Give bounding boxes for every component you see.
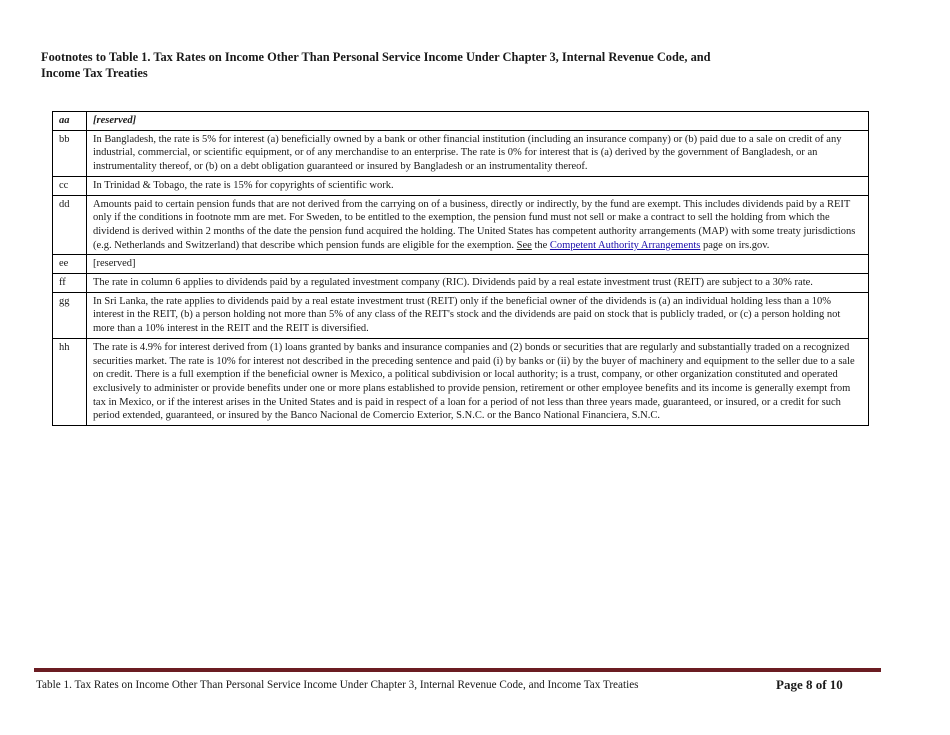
footnote-text: The rate is 4.9% for interest derived from (1) loans granted by banks and insurance companies and (2) bonds or securities that are regularly and substantially traded on a recognized securities market. The rate is 10% for interest not described in the preceding sentence and paid (i) by banks or (ii) by the buyer of machinery and equipment to the seller due to a sale on credit. There is a full exemption if the beneficial owner is Mexico, a political subdivision or local authority; is a trust, company, or other organization constituted and operated exclusively to administer or provide benefits under one or more plans established to provide pension, retirement or other employee benefits and its income is generally exempt from tax in Mexico, or if the interest arises in the United States and is paid in respect of a loan for a period of not less than three years made, guaranteed, or insured, or a credit for such period extended, guaranteed, or insured by the Banco Nacional de Comercio Exterior, S.N.C. or the Banco National Financiera, S.N.C. xyxy=(87,338,869,425)
footnote-text-body: Amounts paid to certain pension funds that are not derived from the carrying on of a business, directly or indirectly, by the fund are exempt. This includes dividends paid by a REIT only if the conditions in footnote mm are met. For Sweden, to be entitled to the exemption, the pension fund must not sell or make a contract to sell the holding from which the dividend is derived within 2 months of the date the pension fund acquired the holding. The United States has competent authority arrangements (MAP) with some treaty jurisdictions (e.g. Netherlands and Switzerland) that describe which pension funds are eligible for the exemption. xyxy=(93,198,856,251)
table-header-row xyxy=(53,112,869,131)
competent-authority-link[interactable]: Competent Authority Arrangements xyxy=(549,239,701,251)
table-row xyxy=(53,274,869,293)
footnotes-table xyxy=(52,111,869,426)
table-row xyxy=(53,292,869,338)
footnote-code: cc xyxy=(53,176,87,195)
heading-line-1: Footnotes to Table 1. Tax Rates on Income Other Than Personal Service Income Under Chapter 3, Internal Revenue Code, and xyxy=(41,50,711,64)
page-heading xyxy=(41,49,861,81)
table-row xyxy=(53,176,869,195)
page-number: Page 8 of 10 xyxy=(776,677,843,692)
footnote-text: In Trinidad & Tobago, the rate is 15% for copyrights of scientific work. xyxy=(87,176,869,195)
footnote-code: ee xyxy=(53,255,87,274)
footnote-code: gg xyxy=(53,292,87,338)
footnote-text: The rate in column 6 applies to dividends paid by a regulated investment company (RIC). Dividends paid by a real estate investment trust (REIT) are subject to a 30% rate. xyxy=(87,274,869,293)
footnote-text-tail: page on irs.gov. xyxy=(700,239,770,251)
footer-title: Table 1. Tax Rates on Income Other Than Personal Service Income Under Chapter 3, Internal Revenue Code, and Income Tax Treaties xyxy=(36,679,639,691)
table-row xyxy=(53,255,869,274)
footnote-text: In Sri Lanka, the rate applies to dividends paid by a real estate investment trust (REIT) only if the beneficial owner of the dividends is (a) an individual holding less than a 10% interest in the REIT, (b) a person holding not more than 5% of any class of the REIT's stock and the dividends are paid on stock that is publicly traded, or (c) a person holding not more than a 10% interest in the REIT and the REIT is diversified. xyxy=(87,292,869,338)
see-reference: See xyxy=(516,239,532,251)
table-row xyxy=(53,195,869,255)
heading-line-2: Income Tax Treaties xyxy=(41,66,148,80)
footnote-code: bb xyxy=(53,130,87,176)
footnote-code: dd xyxy=(53,195,87,255)
footer-divider xyxy=(34,668,881,672)
footnote-text: In Bangladesh, the rate is 5% for interest (a) beneficially owned by a bank or other financial institution (including an insurance company) or (b) paid due to a sale on credit of any industrial, commercial, or scientific equipment, or of any merchandise to an enterprise. The rate is 0% for interest that is (a) derived by the government of Bangladesh, or an instrumentality thereof, or (b) on a debt obligation guaranteed or insured by Bangladesh or an instrumentality thereof. xyxy=(87,130,869,176)
footnote-code: ff xyxy=(53,274,87,293)
footnote-text xyxy=(87,195,869,255)
footnote-text: [reserved] xyxy=(87,112,869,131)
connector-text: the xyxy=(531,239,550,251)
table-row xyxy=(53,130,869,176)
table-row xyxy=(53,338,869,425)
footnote-code: hh xyxy=(53,338,87,425)
footnote-text: [reserved] xyxy=(87,255,869,274)
footnote-code: aa xyxy=(53,112,87,131)
